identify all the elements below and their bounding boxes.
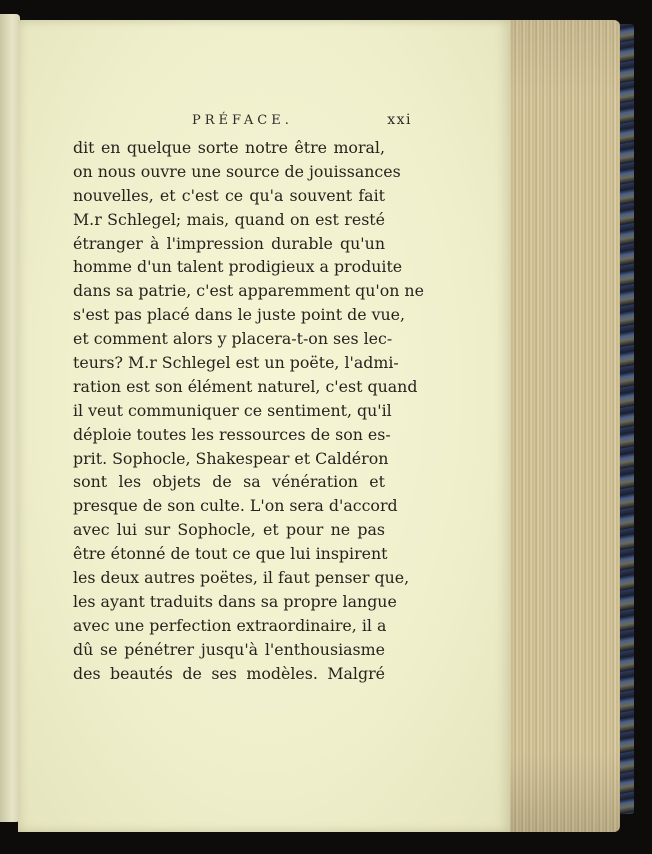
page-number: xxi [387, 112, 412, 128]
text-line: et comment alors y placera-t-on ses lec- [73, 329, 393, 349]
text-line: teurs? M.r Schlegel est un poëte, l'admi- [73, 353, 399, 373]
text-line: sont les objets de sa vénération et [73, 472, 385, 492]
running-head [72, 113, 412, 137]
text-line: ration est son élément naturel, c'est quand [73, 376, 418, 396]
left-page-edge [0, 14, 20, 822]
text-line: il veut communiquer ce sentiment, qu'il [73, 400, 392, 420]
text-line: on nous ouvre une source de jouissances [73, 161, 401, 181]
text-line: presque de son culte. L'on sera d'accord [73, 496, 398, 516]
body-text [73, 136, 424, 685]
text-line: dans sa patrie, c'est apparemment qu'on ne [73, 281, 424, 301]
text-line: déploie toutes les ressources de son es- [73, 424, 391, 444]
text-line: prit. Sophocle, Shakespear et Caldéron [73, 448, 389, 468]
book-page [18, 20, 510, 832]
text-line: dit en quelque sorte notre être moral, [73, 138, 385, 157]
text-line: s'est pas placé dans le juste point de vue, [73, 305, 406, 325]
text-line: avec une perfection extraordinaire, il a [73, 615, 387, 635]
text-line: les deux autres poëtes, il faut penser que, [73, 568, 410, 588]
text-line: dû se pénétrer jusqu'à l'enthousiasme [73, 639, 385, 659]
text-line: nouvelles, et c'est ce qu'a souvent fait [73, 185, 385, 205]
text-line: des beautés de ses modèles. Malgré [73, 663, 385, 683]
text-line: étranger à l'impression durable qu'un [73, 233, 385, 253]
text-line: être étonné de tout ce que lui inspirent [73, 544, 388, 564]
text-line: les ayant traduits dans sa propre langue [73, 591, 397, 611]
text-line: avec lui sur Sophocle, et pour ne pas [73, 520, 385, 540]
running-head-title: PRÉFACE. [192, 113, 293, 128]
page-fore-edge [498, 20, 620, 832]
text-line: M.r Schlegel; mais, quand on est resté [73, 209, 385, 229]
text-line: homme d'un talent prodigieux a produite [73, 257, 403, 277]
